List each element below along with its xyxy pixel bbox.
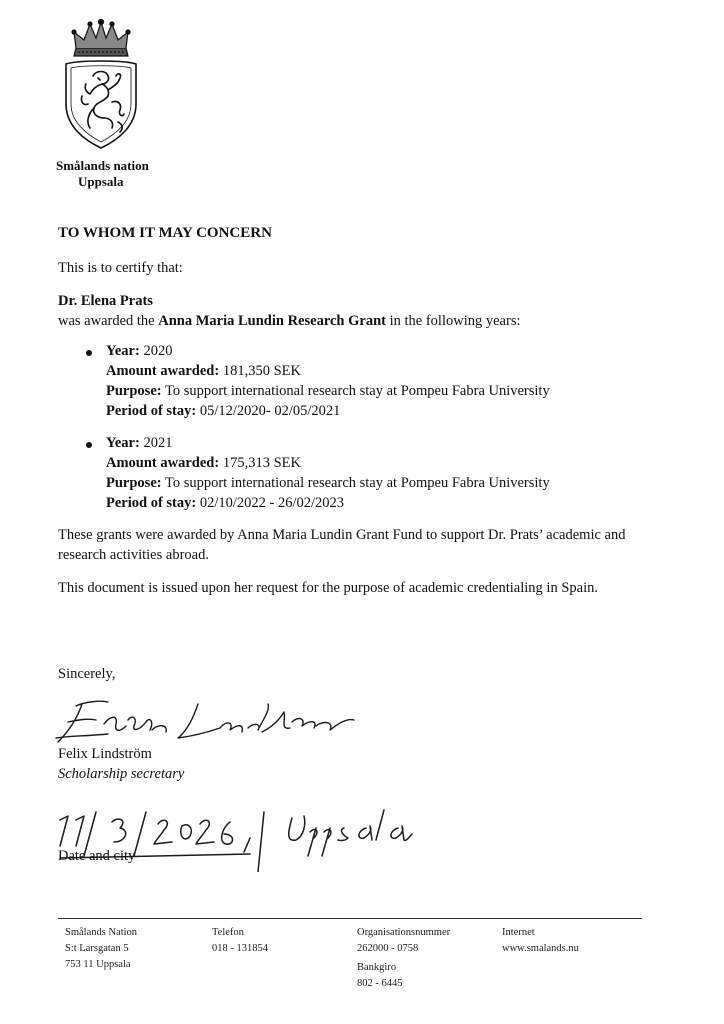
purpose-value: To support international research stay at Pompeu Fabra University	[164, 383, 550, 399]
amount-label: Amount awarded:	[106, 363, 220, 379]
footer-website: www.smalands.nu	[502, 943, 579, 954]
grant-1-purpose	[106, 381, 550, 401]
purpose-value: To support international research stay at Pompeu Fabra University	[164, 475, 550, 491]
year-value: 2020	[143, 343, 173, 359]
grant-1-year	[106, 341, 172, 361]
closing-paragraph-1-line-2: research activities abroad.	[58, 547, 209, 563]
sign-off: Sincerely,	[58, 666, 116, 682]
grant-name: Anna Maria Lundin Research Grant	[158, 313, 386, 329]
date-label: Date and city	[58, 848, 136, 864]
footer-divider	[58, 918, 642, 919]
footer-street: S:t Larsgatan 5	[65, 943, 129, 954]
letter-heading: TO WHOM IT MAY CONCERN	[58, 225, 272, 241]
grant-2-amount	[106, 453, 301, 473]
footer-phone-label: Telefon	[212, 927, 244, 938]
award-prefix: was awarded the	[58, 313, 155, 329]
signer-title: Scholarship secretary	[58, 766, 185, 782]
award-line	[58, 311, 521, 331]
year-label: Year:	[106, 435, 140, 451]
footer-bankgiro-value: 802 - 6445	[357, 978, 403, 989]
org-city: Uppsala	[78, 174, 124, 189]
signature	[48, 692, 358, 750]
footer-org: Smålands Nation	[65, 927, 138, 938]
amount-label: Amount awarded:	[106, 455, 220, 471]
footer-bankgiro	[357, 960, 403, 992]
footer-internet	[502, 925, 579, 957]
grant-1-period	[106, 401, 340, 421]
bullet-icon	[86, 442, 92, 448]
grant-2-purpose	[106, 473, 550, 493]
recipient-name: Dr. Elena Prats	[58, 293, 153, 309]
award-suffix: in the following years:	[389, 313, 521, 329]
footer-address	[65, 925, 137, 973]
period-label: Period of stay:	[106, 495, 197, 511]
signer-name: Felix Lindström	[58, 746, 152, 762]
amount-value: 181,350 SEK	[222, 363, 301, 379]
period-label: Period of stay:	[106, 403, 197, 419]
footer-phone-value: 018 - 131854	[212, 943, 268, 954]
footer-phone	[212, 925, 268, 957]
org-name: Smålands nation	[56, 158, 149, 173]
amount-value: 175,313 SEK	[222, 455, 301, 471]
period-value: 05/12/2020- 02/05/2021	[199, 403, 341, 419]
purpose-label: Purpose:	[106, 383, 162, 399]
year-label: Year:	[106, 343, 140, 359]
bullet-icon	[86, 350, 92, 356]
purpose-label: Purpose:	[106, 475, 162, 491]
grant-2-year	[106, 433, 172, 453]
footer-orgnum	[357, 925, 450, 957]
grant-1-amount	[106, 361, 301, 381]
year-value: 2021	[143, 435, 173, 451]
closing-paragraph-1-line-1: These grants were awarded by Anna Maria Lundin Grant Fund to support Dr. Prats’ academic and	[58, 527, 626, 543]
footer-postcode: 753 11 Uppsala	[65, 959, 131, 970]
intro-text: This is to certify that:	[58, 260, 183, 276]
closing-paragraph-2: This document is issued upon her request for the purpose of academic credentialing in Spain.	[58, 580, 598, 596]
period-value: 02/10/2022 - 26/02/2023	[199, 495, 345, 511]
footer-internet-label: Internet	[502, 927, 535, 938]
footer-orgnum-label: Organisationsnummer	[357, 927, 451, 938]
footer-orgnum-value: 262000 - 0758	[357, 943, 419, 954]
footer-bankgiro-label: Bankgiro	[357, 962, 397, 973]
coat-of-arms-icon	[60, 18, 142, 150]
grant-2-period	[106, 493, 344, 513]
